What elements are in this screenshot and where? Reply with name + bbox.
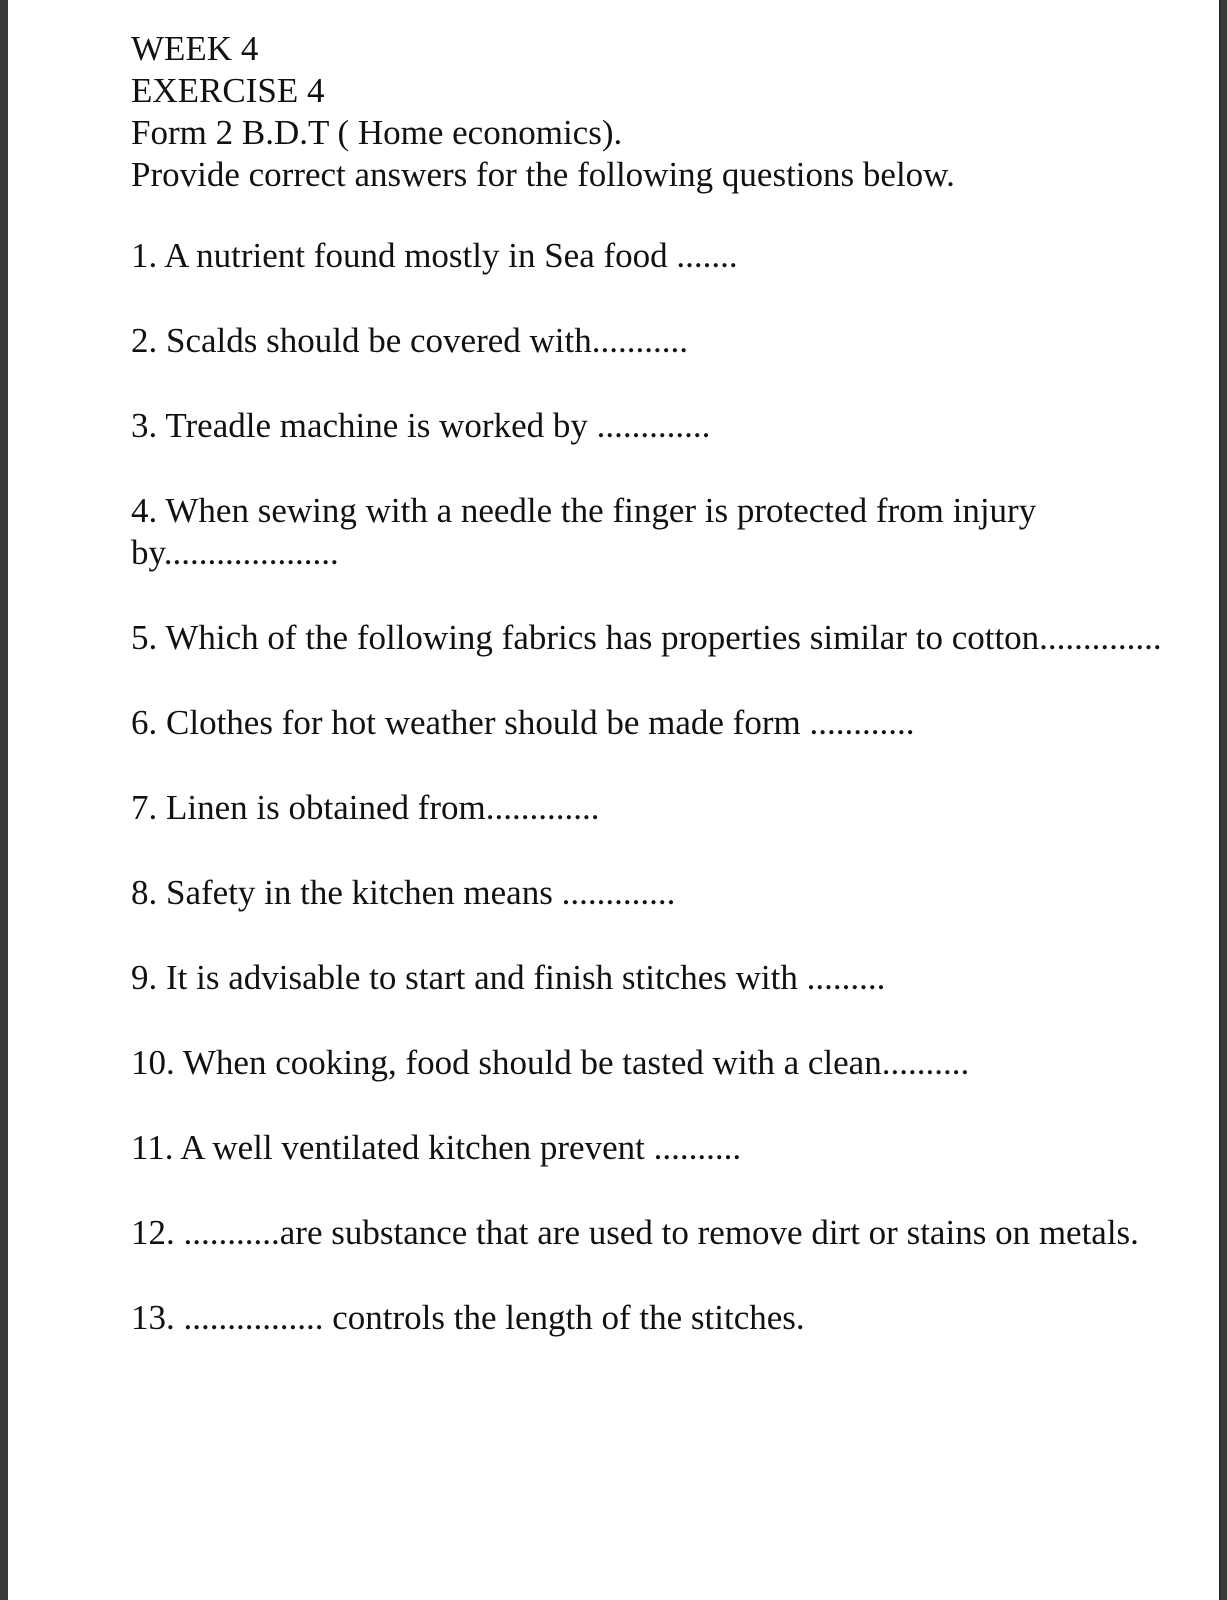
instruction-text: Provide correct answers for the following questions below. [131,155,955,194]
question-number: 8. [131,873,158,912]
question-item-1 [131,235,1191,277]
question-text: It is advisable to start and finish stitches with ......... [166,958,886,997]
question-number: 2. [131,321,158,360]
question-number: 11. [131,1128,174,1167]
question-number: 1. [131,236,158,275]
question-item-4 [131,490,1191,574]
question-text: A well ventilated kitchen prevent .......... [180,1128,742,1167]
question-number: 3. [131,406,158,445]
question-number: 5. [131,618,158,657]
question-number: 12. [131,1213,175,1252]
question-number: 9. [131,958,158,997]
question-number: 13. [131,1298,175,1337]
question-item-7 [131,787,1191,829]
question-number: 6. [131,703,158,742]
question-text: Which of the following fabrics has properties similar to cotton.............. [165,618,1162,657]
question-text: Safety in the kitchen means ............. [166,873,676,912]
subject-heading: Form 2 B.D.T ( Home economics). [131,113,623,152]
question-item-2 [131,320,1191,362]
question-item-6 [131,702,1191,744]
question-number: 4. [131,491,158,530]
question-item-9 [131,957,1191,999]
question-item-13 [131,1297,1191,1339]
week-heading: WEEK 4 [131,29,259,68]
question-text: Treadle machine is worked by ............. [165,406,711,445]
question-text: Scalds should be covered with........... [166,321,688,360]
document-content [131,28,1191,1382]
question-text: Linen is obtained from............. [166,788,600,827]
question-list [131,235,1191,1339]
question-number: 7. [131,788,158,827]
question-text: Clothes for hot weather should be made form ............ [166,703,915,742]
question-text: ................ controls the length of the stitches. [183,1298,805,1337]
document-page [8,0,1219,1600]
question-text: When sewing with a needle the finger is protected from injury by.................... [131,491,1037,572]
question-text: A nutrient found mostly in Sea food ....... [164,236,738,275]
question-item-5 [131,617,1191,659]
question-item-10 [131,1042,1191,1084]
question-item-3 [131,405,1191,447]
question-number: 10. [131,1043,175,1082]
exercise-heading: EXERCISE 4 [131,71,325,110]
question-item-11 [131,1127,1191,1169]
question-item-12 [131,1212,1191,1254]
question-text: ...........are substance that are used to remove dirt or stains on metals. [183,1213,1139,1252]
question-item-8 [131,872,1191,914]
question-text: When cooking, food should be tasted with a clean.......... [182,1043,970,1082]
